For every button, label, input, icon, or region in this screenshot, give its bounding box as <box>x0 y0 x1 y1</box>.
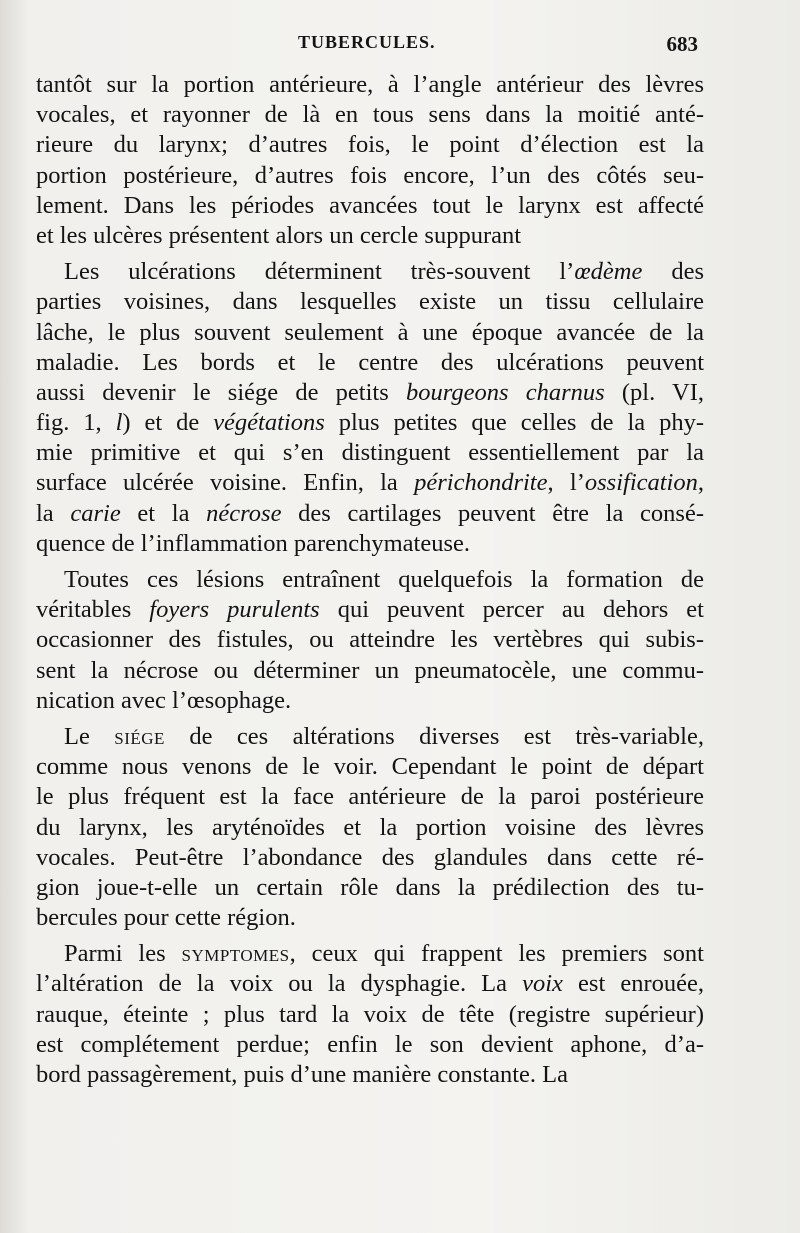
text-line <box>36 595 704 625</box>
text-segment: Parmi les <box>64 940 182 968</box>
text-line <box>36 348 704 378</box>
running-title: TUBERCULES. <box>298 32 436 52</box>
text-line <box>36 1060 704 1090</box>
text-line <box>36 468 704 498</box>
text-segment: et les ulcères présentent alors un cercle suppurant <box>36 221 522 249</box>
text-segment: nication avec l’œsophage. <box>36 686 292 714</box>
text-segment: , l’ <box>547 469 585 497</box>
text-segment: Toutes ces lésions entraînent quelquefois la formation de <box>64 566 704 593</box>
text-segment: quence de l’inflammation parenchymateuse. <box>36 529 471 557</box>
page-header <box>0 32 800 62</box>
text-segment: Les ulcérations déterminent très-souvent l’ <box>64 258 575 286</box>
italic-term: bourgeons charnus <box>405 378 605 406</box>
text-segment: (pl. VI, <box>604 378 704 406</box>
text-segment: comme nous venons de le voir. Cependant le point de départ <box>36 753 704 781</box>
text-segment: ) et de <box>122 409 214 437</box>
text-segment: aussi devenir le siége de petits <box>36 378 406 406</box>
page-number: 683 <box>666 32 698 56</box>
text-segment: qui peuvent percer au dehors et <box>319 596 704 624</box>
text-segment: bercules pour cette région. <box>36 904 296 932</box>
text-line <box>36 1030 704 1060</box>
text-segment: rauque, éteinte ; plus tard la voix de tête (registre supérieur) <box>36 1000 704 1028</box>
text-segment: fig. 1, <box>36 409 116 437</box>
text-segment: tantôt sur la portion antérieure, à l’angle antérieur des lèvres <box>36 71 704 98</box>
text-segment: du larynx, les aryténoïdes et la portion voisine des lèvres <box>36 813 704 841</box>
text-segment: des <box>642 258 704 286</box>
text-line <box>36 438 704 468</box>
text-segment: surface ulcérée voisine. Enfin, la <box>36 469 415 497</box>
text-segment: le plus fréquent est la face antérieure de la paroi postérieure <box>36 783 704 811</box>
text-line <box>36 722 704 752</box>
text-segment: lâche, le plus souvent seulement à une époque avancée de la <box>36 318 704 346</box>
text-segment: gion joue-t-elle un certain rôle dans la prédilection des tu- <box>36 873 704 901</box>
italic-term: œdème <box>574 258 643 286</box>
text-segment: occasionner des fistules, ou atteindre les vertèbres qui subis- <box>36 626 704 654</box>
text-segment: rieure du larynx; d’autres fois, le point d’élection est la <box>36 131 704 159</box>
text-segment: mie primitive et qui s’en distinguent essentiellement par la <box>36 439 704 467</box>
small-caps-term: symptomes <box>181 940 290 968</box>
text-line <box>36 130 704 160</box>
text-segment: est complétement perdue; enfin le son devient aphone, d’a- <box>36 1030 704 1058</box>
text-segment: bord passagèrement, puis d’une manière constante. La <box>36 1061 569 1088</box>
text-segment: vocales. Peut-être l’abondance des glandules dans cette ré- <box>36 843 704 871</box>
text-segment: l’altération de la voix ou la dysphagie. La <box>36 970 523 998</box>
text-line <box>36 752 704 782</box>
text-segment: des cartilages peuvent être la consé- <box>281 499 704 527</box>
italic-term: foyers purulents <box>149 596 320 624</box>
text-segment: sent la nécrose ou déterminer un pneumatocèle, une commu- <box>36 656 704 684</box>
text-segment: lement. Dans les périodes avancées tout le larynx est affecté <box>36 191 704 219</box>
text-segment: parties voisines, dans lesquelles existe un tissu cellulaire <box>36 288 704 316</box>
italic-term: carie <box>70 499 121 527</box>
body-text <box>36 70 704 1090</box>
text-line <box>36 408 704 438</box>
text-segment: est enrouée, <box>562 970 704 998</box>
text-line <box>36 625 704 655</box>
text-line <box>36 257 704 287</box>
text-line <box>36 529 704 559</box>
text-line <box>36 565 704 595</box>
text-segment: vocales, et rayonner de là en tous sens dans la moitié anté- <box>36 101 704 129</box>
text-line <box>36 161 704 191</box>
text-segment: véritables <box>36 596 150 624</box>
text-line <box>36 939 704 969</box>
italic-term: périchondrite <box>414 469 548 497</box>
text-line <box>36 318 704 348</box>
text-line <box>36 287 704 317</box>
text-line <box>36 1000 704 1030</box>
text-line <box>36 499 704 529</box>
text-line <box>36 873 704 903</box>
small-caps-term: siége <box>114 722 165 750</box>
text-line <box>36 782 704 812</box>
text-line <box>36 191 704 221</box>
text-line <box>36 686 704 716</box>
text-line <box>36 903 704 933</box>
italic-term: voix <box>522 970 563 998</box>
italic-term: l <box>115 409 123 437</box>
text-line <box>36 656 704 686</box>
text-segment: portion postérieure, d’autres fois encore, l’un des côtés seu- <box>36 161 704 189</box>
text-segment: Le <box>64 722 115 750</box>
text-line <box>36 378 704 408</box>
text-line <box>36 969 704 999</box>
italic-term: nécrose <box>206 499 282 527</box>
text-segment: de ces altérations diverses est très-variable, <box>164 722 704 750</box>
text-segment: et la <box>120 499 207 527</box>
italic-term: végétations <box>213 409 325 437</box>
text-line <box>36 843 704 873</box>
text-line <box>36 813 704 843</box>
text-segment: la <box>36 499 71 527</box>
text-line <box>36 100 704 130</box>
text-line <box>36 70 704 100</box>
italic-term: ossification <box>584 469 698 497</box>
text-segment: , <box>697 469 704 497</box>
text-line <box>36 221 704 251</box>
text-segment: maladie. Les bords et le centre des ulcérations peuvent <box>36 348 704 376</box>
text-segment: plus petites que celles de la phy- <box>324 409 704 437</box>
text-segment: , ceux qui frappent les premiers sont <box>289 940 704 968</box>
